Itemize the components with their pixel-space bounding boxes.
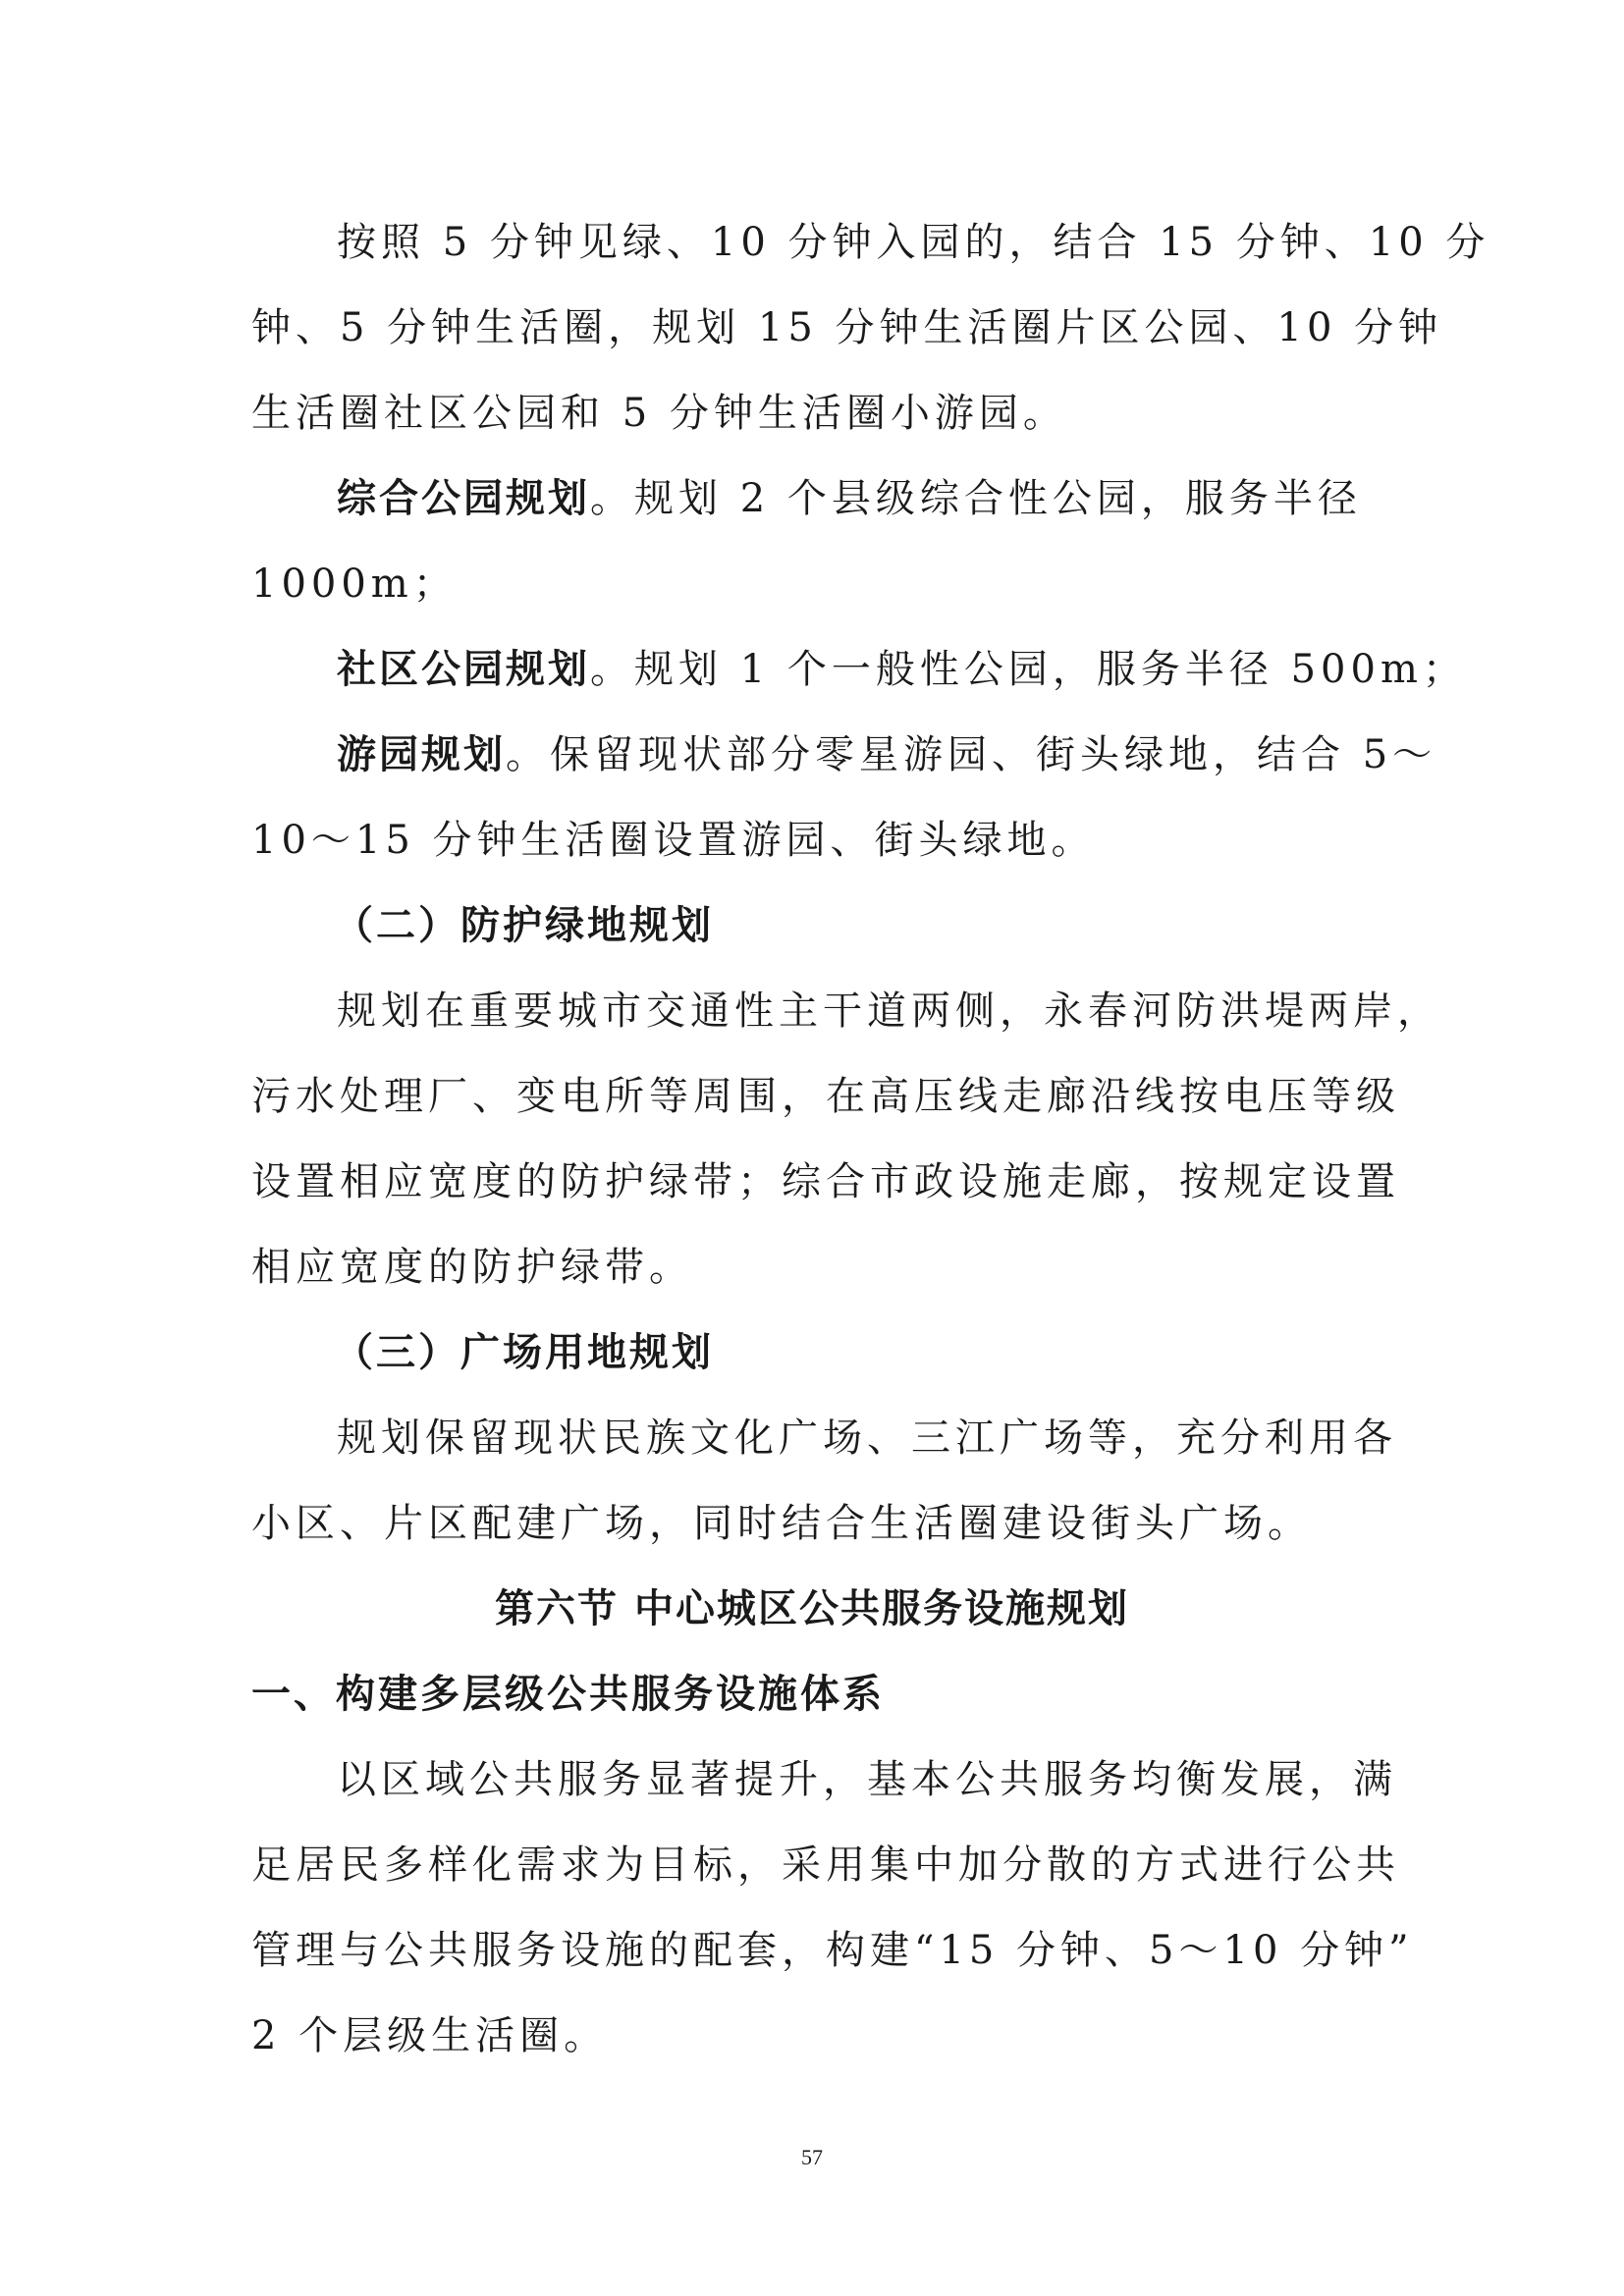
- comprehensive-park-lead: 综合公园规划: [337, 476, 590, 521]
- comprehensive-park-text: 。规划 2 个县级综合性公园，服务半径: [590, 476, 1362, 521]
- paragraph-line: 相应宽度的防护绿带。: [251, 1245, 693, 1290]
- comprehensive-park-paragraph: [337, 471, 1476, 526]
- paragraph-line: 生活圈社区公园和 5 分钟生活圈小游园。: [251, 391, 1067, 436]
- paragraph-line: 规划保留现状民族文化广场、三江广场等，充分利用各: [337, 1415, 1397, 1461]
- paragraph-line: 钟、5 分钟生活圈，规划 15 分钟生活圈片区公园、10 分钟: [251, 305, 1443, 350]
- paragraph-line: 小区、片区配建广场，同时结合生活圈建设街头广场。: [251, 1501, 1312, 1546]
- paragraph-line: 1000m；: [251, 561, 458, 607]
- heading-square-land: （三）广场用地规划: [334, 1330, 714, 1375]
- paragraph-line: 2 个层级生活圈。: [251, 2013, 609, 2058]
- paragraph-line: 污水处理厂、变电所等周围，在高压线走廊沿线按电压等级: [251, 1074, 1400, 1119]
- community-park-text: 。规划 1 个一般性公园，服务半径 500m；: [590, 647, 1467, 692]
- paragraph-line: 10～15 分钟生活圈设置游园、街头绿地。: [251, 818, 1096, 863]
- community-park-lead: 社区公园规划: [337, 647, 590, 692]
- heading-protective-green: （二）防护绿地规划: [334, 903, 714, 948]
- garden-text: 。保留现状部分零星游园、街头绿地，结合 5～: [506, 732, 1437, 777]
- page-number: 57: [801, 2145, 823, 2169]
- community-park-paragraph: [337, 642, 1476, 697]
- paragraph-line: 管理与公共服务设施的配套，构建“15 分钟、5～10 分钟”: [251, 1928, 1414, 1973]
- paragraph-line: 以区域公共服务显著提升，基本公共服务均衡发展，满: [337, 1757, 1397, 1802]
- section-title: 第六节 中心城区公共服务设施规划: [495, 1586, 1129, 1631]
- paragraph-line: 设置相应宽度的防护绿带；综合市政设施走廊，按规定设置: [251, 1159, 1400, 1204]
- heading-service-system: 一、构建多层级公共服务设施体系: [251, 1672, 885, 1717]
- garden-paragraph: [337, 727, 1476, 782]
- paragraph-line: 规划在重要城市交通性主干道两侧，永春河防洪堤两岸，: [337, 988, 1441, 1034]
- paragraph-line: 足居民多样化需求为目标，采用集中加分散的方式进行公共: [251, 1842, 1400, 1888]
- garden-lead: 游园规划: [337, 732, 506, 777]
- paragraph-line: 按照 5 分钟见绿、10 分钟入园的，结合 15 分钟、10 分: [337, 220, 1490, 265]
